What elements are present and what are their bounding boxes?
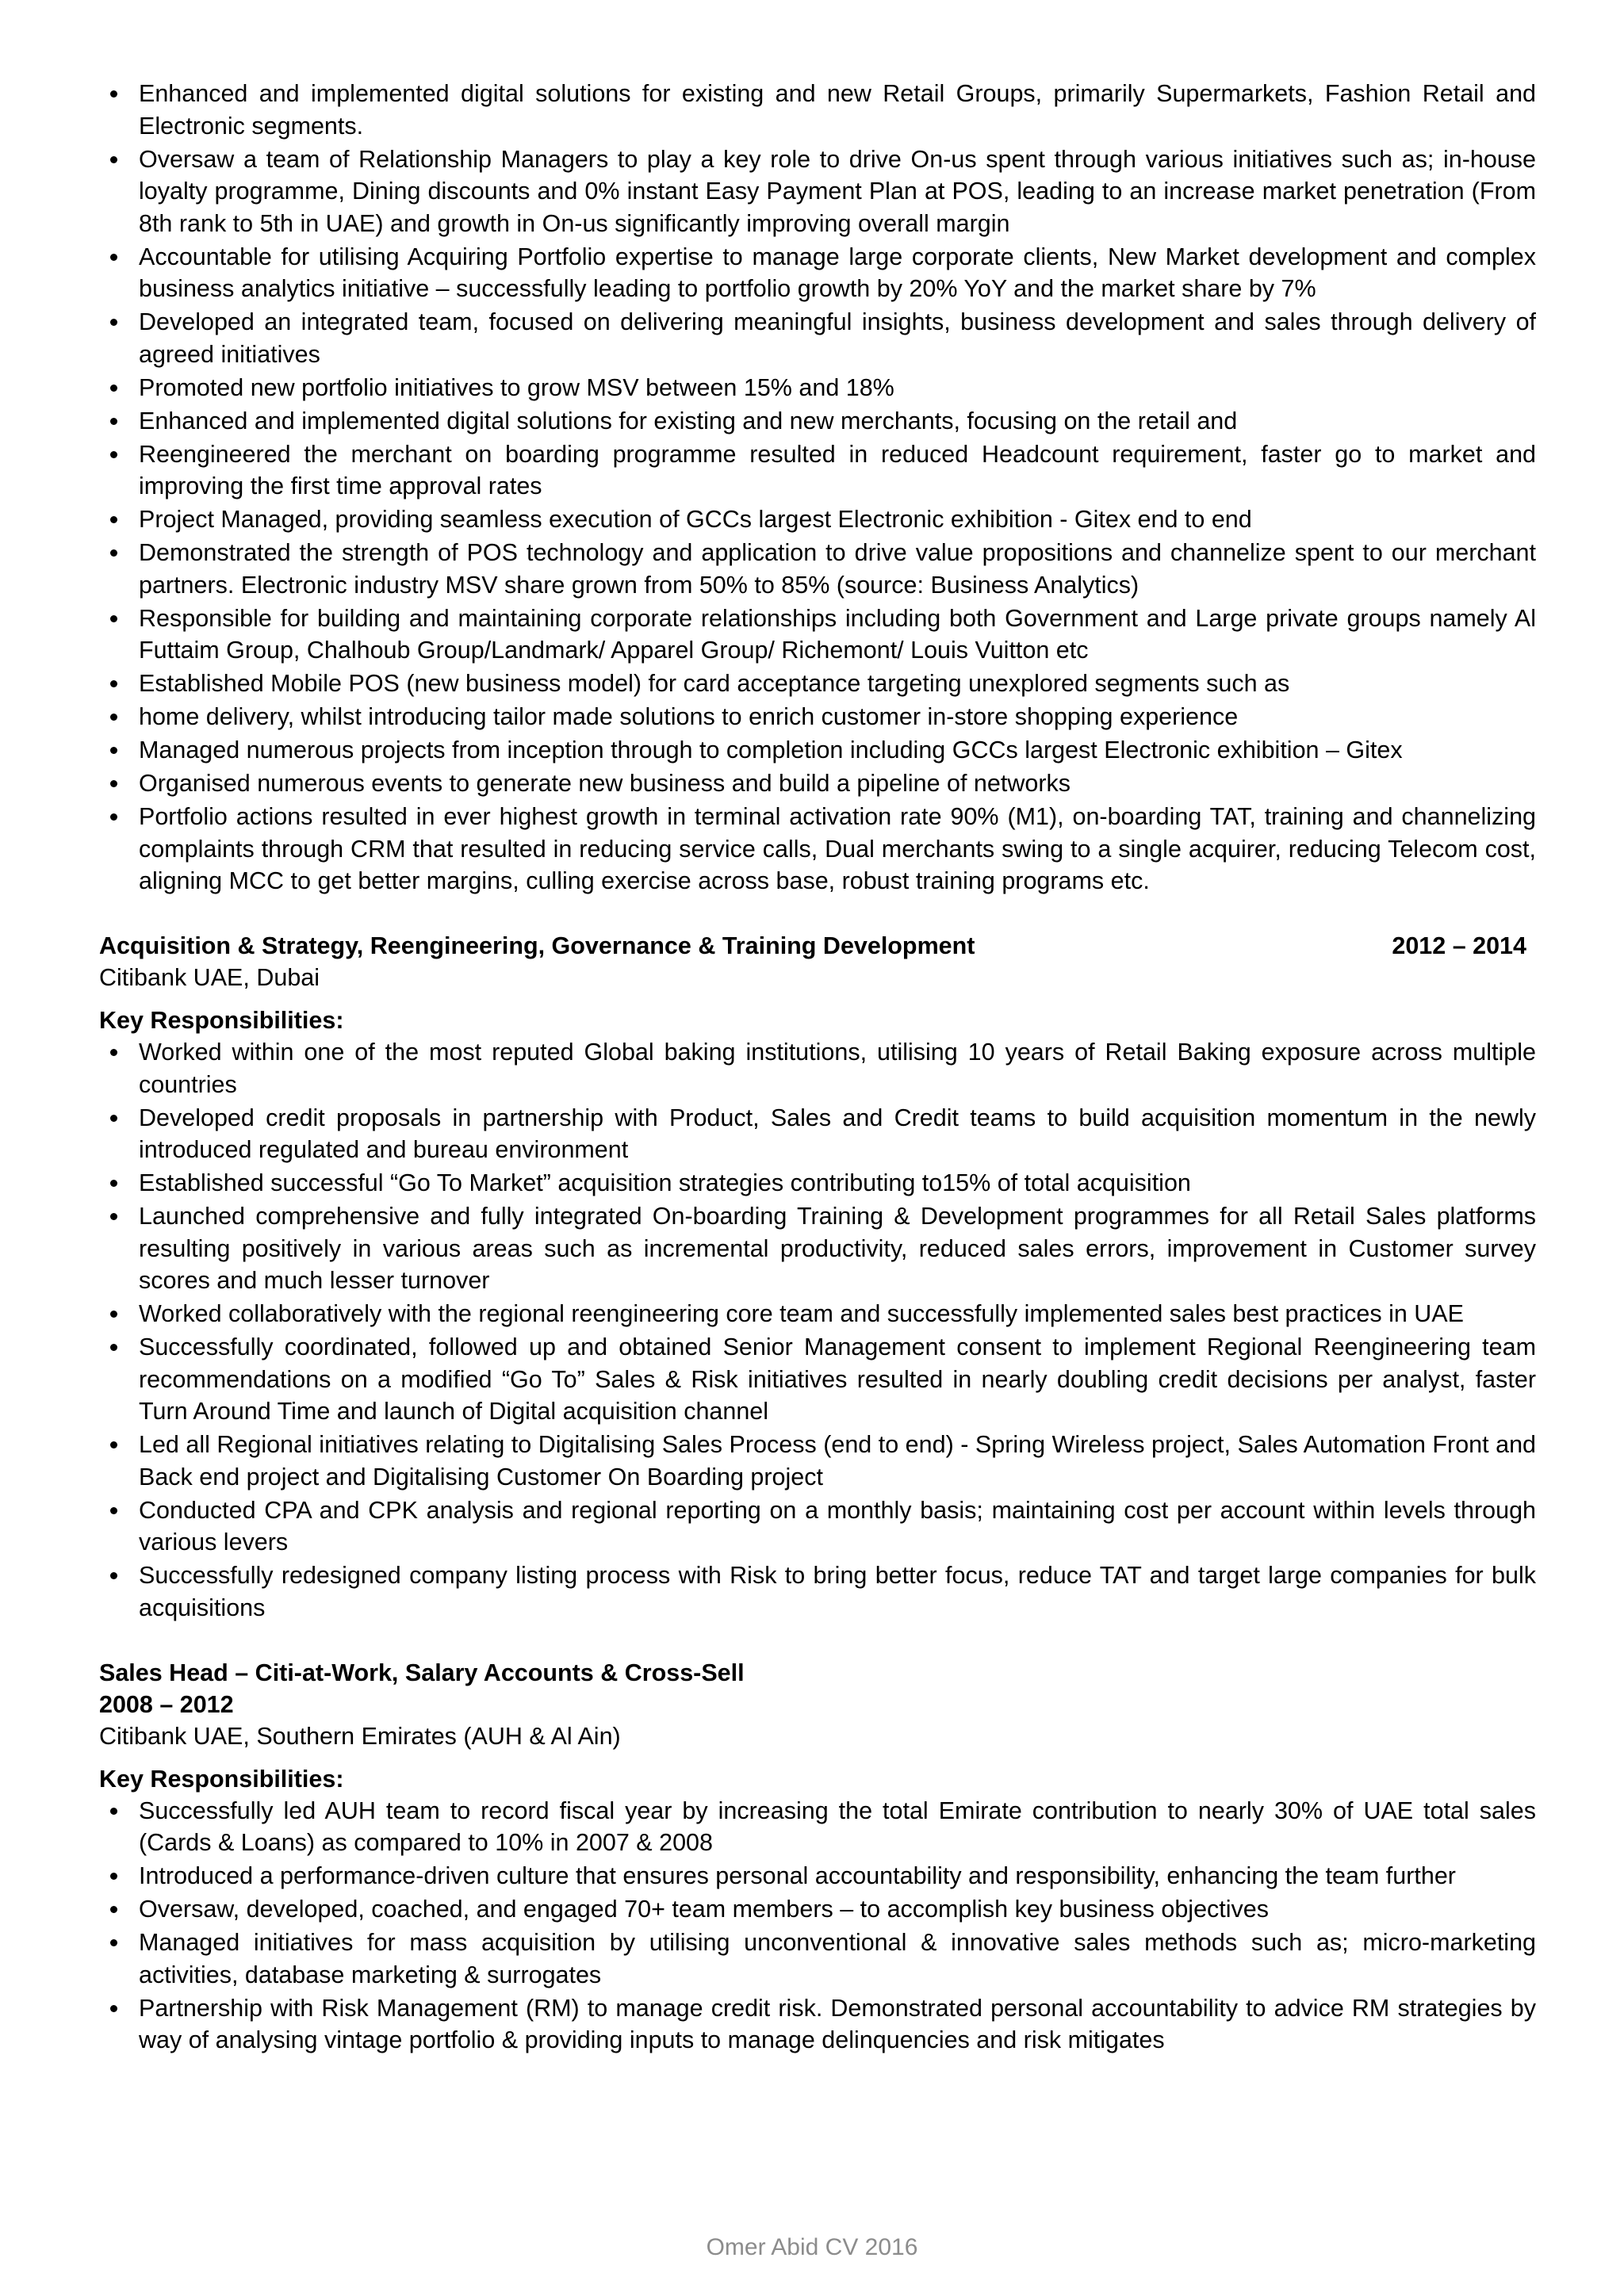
list-item: home delivery, whilst introducing tailor made solutions to enrich customer in-store shopping experience bbox=[99, 701, 1536, 733]
list-item: Reengineered the merchant on boarding programme resulted in reduced Headcount requirement, faster go to market and improving the first time approval rates bbox=[99, 438, 1536, 503]
role2-employer: Citibank UAE, Dubai bbox=[99, 964, 320, 991]
list-item: Worked within one of the most reputed Global baking institutions, utilising 10 years of Retail Baking exposure across multiple countries bbox=[99, 1036, 1536, 1100]
list-item: Oversaw, developed, coached, and engaged 70+ team members – to accomplish key business objectives bbox=[99, 1893, 1536, 1926]
list-item: Managed numerous projects from inception through to completion including GCCs largest Electronic exhibition – Gitex bbox=[99, 734, 1536, 767]
role3-bullet-list bbox=[99, 1795, 1536, 2057]
list-item: Demonstrated the strength of POS technology and application to drive value propositions and channelize spent to our merchant partners. Electronic industry MSV share grown from 50% to 85% (source: Business Analytics) bbox=[99, 537, 1536, 601]
list-item: Worked collaboratively with the regional reengineering core team and successfully implemented sales best practices in UAE bbox=[99, 1298, 1536, 1330]
list-item: Established Mobile POS (new business model) for card acceptance targeting unexplored segments such as bbox=[99, 668, 1536, 700]
list-item: Enhanced and implemented digital solutions for existing and new merchants, focusing on the retail and bbox=[99, 405, 1536, 438]
role3-employer: Citibank UAE, Southern Emirates (AUH & Al Ain) bbox=[99, 1722, 621, 1750]
role3-kr-heading: Key Responsibilities: bbox=[99, 1765, 344, 1793]
role3-dates: 2008 – 2012 bbox=[99, 1690, 234, 1718]
role2-kr-heading: Key Responsibilities: bbox=[99, 1007, 344, 1034]
section-spacer bbox=[99, 1625, 1536, 1657]
list-item: Successfully redesigned company listing process with Risk to bring better focus, reduce TAT and target large companies for bulk acquisitions bbox=[99, 1559, 1536, 1624]
list-item: Developed credit proposals in partnership with Product, Sales and Credit teams to build acquisition momentum in the newly introduced regulated and bureau environment bbox=[99, 1102, 1536, 1166]
list-item: Promoted new portfolio initiatives to grow MSV between 15% and 18% bbox=[99, 372, 1536, 404]
list-item: Organised numerous events to generate new business and build a pipeline of networks bbox=[99, 767, 1536, 800]
list-item: Conducted CPA and CPK analysis and regional reporting on a monthly basis; maintaining cost per account within levels through various levers bbox=[99, 1494, 1536, 1559]
intro-bullet-list bbox=[99, 78, 1536, 897]
role2-header bbox=[99, 930, 1536, 962]
list-item: Accountable for utilising Acquiring Portfolio expertise to manage large corporate clients, New Market development and complex business analytics initiative – successfully leading to portfolio growth by 20% YoY and the market share by 7% bbox=[99, 241, 1536, 305]
list-item: Successfully coordinated, followed up and obtained Senior Management consent to implement Regional Reengineering team recommendations on a modified “Go To” Sales & Risk initiatives resulted in nearly doubling credit decisions per analyst, faster Turn Around Time and launch of Digital acquisition channel bbox=[99, 1331, 1536, 1428]
list-item: Launched comprehensive and fully integrated On-boarding Training & Development programmes for all Retail Sales platforms resulting positively in various areas such as incremental productivity, reduced sales errors, improvement in Customer survey scores and much lesser turnover bbox=[99, 1200, 1536, 1297]
cv-content bbox=[99, 78, 1536, 2057]
list-item: Developed an integrated team, focused on delivering meaningful insights, business development and sales through delivery of agreed initiatives bbox=[99, 306, 1536, 370]
role2-dates: 2012 – 2014 bbox=[1392, 932, 1526, 959]
list-item: Project Managed, providing seamless execution of GCCs largest Electronic exhibition - Gitex end to end bbox=[99, 503, 1536, 536]
role2-title: Acquisition & Strategy, Reengineering, Governance & Training Development bbox=[99, 932, 975, 959]
section-spacer bbox=[99, 898, 1536, 930]
page-footer: Omer Abid CV 2016 bbox=[706, 2234, 918, 2260]
role2-bullet-list bbox=[99, 1036, 1536, 1624]
list-item: Successfully led AUH team to record fiscal year by increasing the total Emirate contribution to nearly 30% of UAE total sales (Cards & Loans) as compared to 10% in 2007 & 2008 bbox=[99, 1795, 1536, 1859]
list-item: Established successful “Go To Market” acquisition strategies contributing to15% of total acquisition bbox=[99, 1167, 1536, 1200]
role3-title: Sales Head – Citi-at-Work, Salary Accounts & Cross-Sell bbox=[99, 1659, 745, 1686]
list-item: Responsible for building and maintaining corporate relationships including both Government and Large private groups namely Al Futtaim Group, Chalhoub Group/Landmark/ Apparel Group/ Richemont/ Louis Vuitton etc bbox=[99, 603, 1536, 667]
list-item: Partnership with Risk Management (RM) to manage credit risk. Demonstrated personal accountability to advice RM strategies by way of analysing vintage portfolio & providing inputs to manage delinquencies and risk mitigates bbox=[99, 1992, 1536, 2057]
list-item: Introduced a performance-driven culture that ensures personal accountability and responsibility, enhancing the team further bbox=[99, 1860, 1536, 1892]
list-item: Managed initiatives for mass acquisition by utilising unconventional & innovative sales methods such as; micro-marketing activities, database marketing & surrogates bbox=[99, 1927, 1536, 1991]
list-item: Oversaw a team of Relationship Managers to play a key role to drive On-us spent through various initiatives such as; in-house loyalty programme, Dining discounts and 0% instant Easy Payment Plan at POS, leading to an increase market penetration (From 8th rank to 5th in UAE) and growth in On-us significantly improving overall margin bbox=[99, 144, 1536, 240]
list-item: Enhanced and implemented digital solutions for existing and new Retail Groups, primarily Supermarkets, Fashion Retail and Electronic segments. bbox=[99, 78, 1536, 142]
list-item: Portfolio actions resulted in ever highest growth in terminal activation rate 90% (M1), on-boarding TAT, training and channelizing complaints through CRM that resulted in reducing service calls, Dual merchants swing to a single acquirer, reducing Telecom cost, aligning MCC to get better margins, culling exercise across base, robust training programs etc. bbox=[99, 801, 1536, 897]
list-item: Led all Regional initiatives relating to Digitalising Sales Process (end to end) - Spring Wireless project, Sales Automation Front and Back end project and Digitalising Customer On Boarding project bbox=[99, 1429, 1536, 1493]
